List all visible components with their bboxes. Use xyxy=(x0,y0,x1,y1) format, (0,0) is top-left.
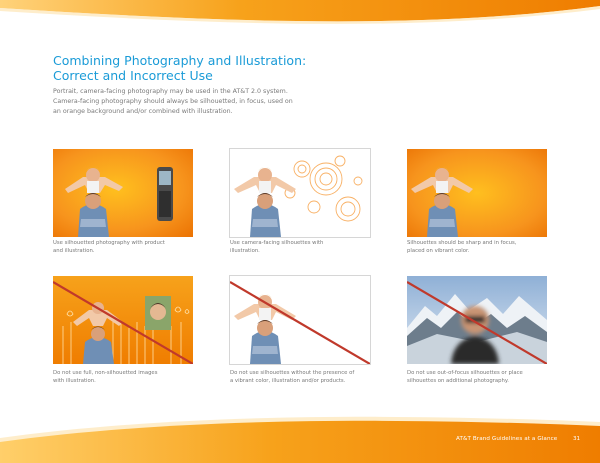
caption-2-line-2: illustration. xyxy=(230,248,260,254)
caption-2 xyxy=(230,239,380,255)
caption-3-line-1: Silhouettes should be sharp and in focus, xyxy=(407,240,517,246)
caption-4-line-2: with illustration. xyxy=(53,378,96,384)
caption-1-line-1: Use silhouetted photography with product xyxy=(53,240,165,246)
caption-6 xyxy=(407,369,557,385)
caption-6-line-2: silhouettes on additional photography. xyxy=(407,378,509,384)
example-image-incorrect-out-of-focus xyxy=(407,276,547,364)
intro-line-3: an orange background and/or combined with illustration. xyxy=(53,108,233,115)
intro-line-1: Portrait, camera-facing photography may be used in the AT&T 2.0 system. xyxy=(53,88,288,95)
page-number: 31 xyxy=(573,436,581,442)
phone-product xyxy=(157,167,173,221)
caption-5-line-2: a vibrant color, illustration and/or products. xyxy=(230,378,346,384)
top-orange-wave xyxy=(0,0,600,26)
caption-3 xyxy=(407,239,557,255)
example-image-incorrect-full-image xyxy=(53,276,193,364)
full-photo-inset xyxy=(145,296,171,330)
example-image-correct-illustration xyxy=(230,149,370,237)
caption-2-line-1: Use camera-facing silhouettes with xyxy=(230,240,324,246)
example-image-correct-product xyxy=(53,149,193,237)
intro-line-2: Camera-facing photography should always be silhouetted, in focus, used on xyxy=(53,98,293,105)
caption-5-line-1: Do not use silhouettes without the presence of xyxy=(230,370,355,376)
caption-3-line-2: placed on vibrant color. xyxy=(407,248,470,254)
intro-paragraph xyxy=(53,87,313,117)
caption-1-line-2: and illustration. xyxy=(53,248,95,254)
page-title-line-1: Combining Photography and Illustration: xyxy=(53,53,307,68)
page-title-line-2: Correct and Incorrect Use xyxy=(53,68,213,83)
caption-5 xyxy=(230,369,380,385)
caption-4 xyxy=(53,369,203,385)
caption-6-line-1: Do not use out-of-focus silhouettes or place xyxy=(407,370,523,376)
footer-guide-title: AT&T Brand Guidelines at a Glance xyxy=(456,436,558,442)
page-title xyxy=(53,53,306,83)
example-image-correct-vibrant xyxy=(407,149,547,237)
caption-4-line-1: Do not use full, non-silhouetted images xyxy=(53,370,158,376)
example-image-incorrect-no-color xyxy=(230,276,370,364)
caption-1 xyxy=(53,239,203,255)
